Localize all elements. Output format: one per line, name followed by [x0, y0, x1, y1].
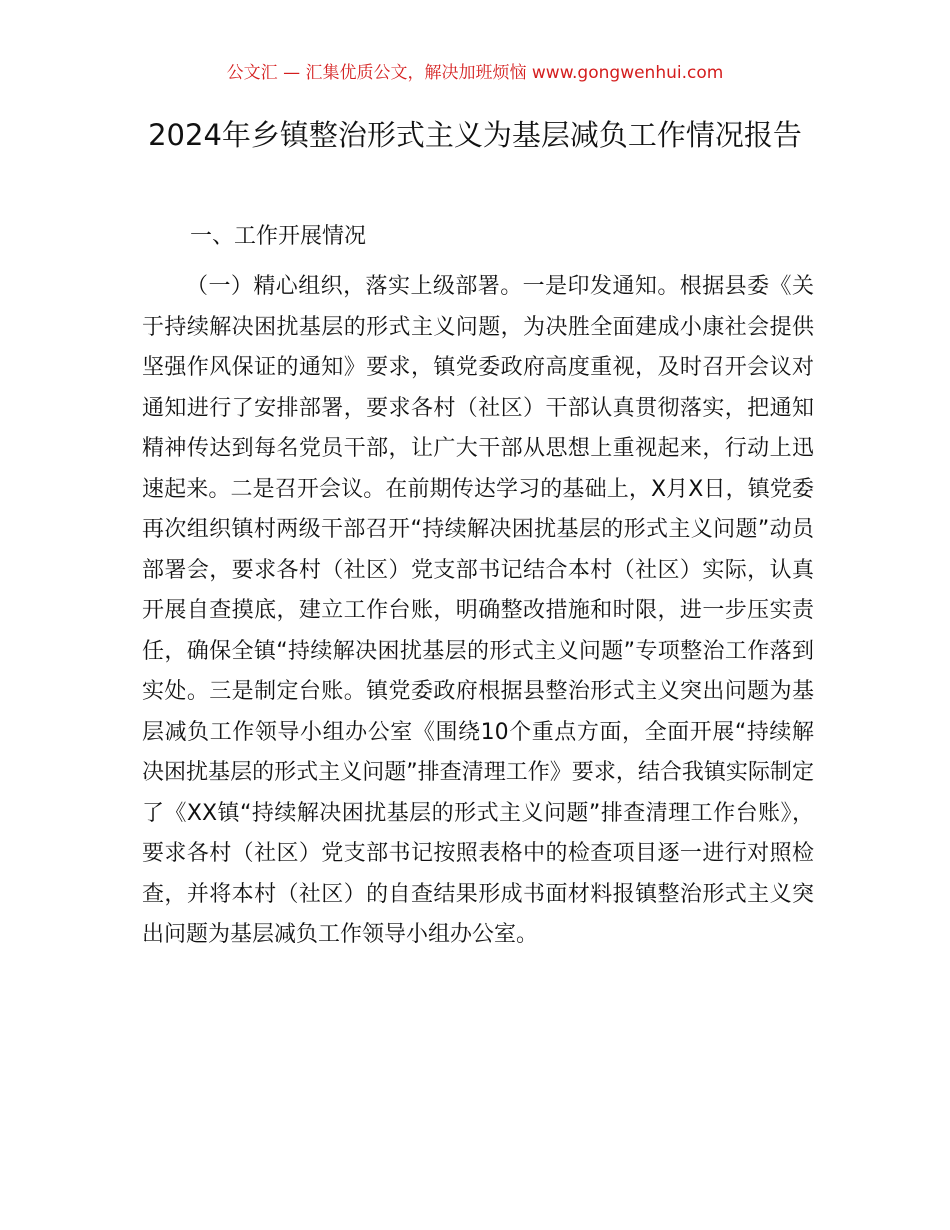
section-heading: 一、工作开展情况	[190, 224, 367, 249]
site-banner: 公文汇 — 汇集优质公文，解决加班烦恼 www.gongwenhui.com	[226, 63, 724, 83]
body-paragraph: （一）精心组织，落实上级部署。一是印发通知。根据县委《关于持续解决困扰基层的形式主义问题，为决胜全面建成小康社会提供坚强作风保证的通知》要求，镇党委政府高度重视，及时召开会议对通知进行了安排部署，要求各村（社区）干部认真贯彻落实，把通知精神传达到每名党员干部，让广大干部从思想上重视起来，行动上迅速起来。二是召开会议。在前期传达学习的基础上，X月X日，镇党委再次组织镇村两级干部召开“持续解决困扰基层的形式主义问题”动员部署会，要求各村（社区）党支部书记结合本村（社区）实际，认真开展自查摸底，建立工作台账，明确整改措施和时限，进一步压实责任，确保全镇“持续解决困扰基层的形式主义问题”专项整治工作落到实处。三是制定台账。镇党委政府根据县整治形式主义突出问题为基层减负工作领导小组办公室《围绕10个重点方面，全面开展“持续解决困扰基层的形式主义问题”排查清理工作》要求，结合我镇实际制定了《XX镇“持续解决困扰基层的形式主义问题”排查清理工作台账》，要求各村（社区）党支部书记按照表格中的检查项目逐一进行对照检查，并将本村（社区）的自查结果形成书面材料报镇整治形式主义突出问题为基层减负工作领导小组办公室。	[142, 274, 814, 947]
document-title: 2024年乡镇整治形式主义为基层减负工作情况报告	[148, 118, 802, 152]
